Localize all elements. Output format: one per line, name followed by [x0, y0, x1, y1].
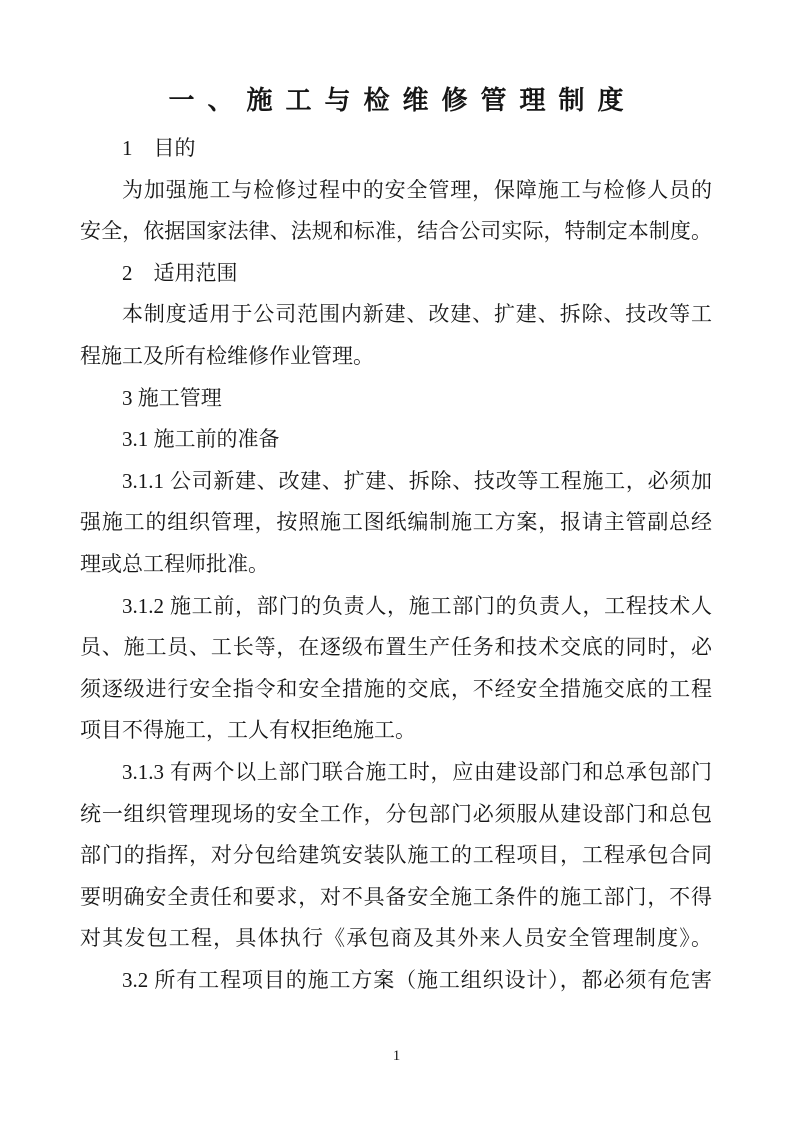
section-heading-management: 3 施工管理 — [122, 385, 222, 410]
page-number: 1 — [392, 1048, 401, 1064]
clause-3-1-3-line: 3.1.3 有两个以上部门联合施工时，应由建设部门和总承包部门 — [122, 759, 712, 784]
clause-3-1-1-line: 强施工的组织管理，按照施工图纸编制施工方案，报请主管副总经 — [80, 510, 712, 535]
clause-3-1-3-line: 统一组织管理现场的安全工作，分包部门必须服从建设部门和总包 — [80, 801, 712, 826]
clause-3-1-1-line: 3.1.1 公司新建、改建、扩建、拆除、技改等工程施工，必须加 — [122, 468, 712, 493]
paragraph-line: 本制度适用于公司范围内新建、改建、扩建、拆除、技改等工 — [122, 302, 712, 327]
clause-3-1-3-line: 部门的指挥，对分包给建筑安装队施工的工程项目，工程承包合同 — [80, 843, 712, 868]
paragraph-line: 程施工及所有检维修作业管理。 — [80, 343, 374, 368]
document-title: 一、施工与检维修管理制度 — [168, 86, 637, 115]
clause-3-1-2-line: 3.1.2 施工前，部门的负责人，施工部门的负责人，工程技术人 — [122, 593, 712, 618]
clause-3-1-2-line: 须逐级进行安全指令和安全措施的交底，不经安全措施交底的工程 — [80, 676, 712, 701]
document-body — [80, 128, 712, 1001]
clause-3-1-3-line: 要明确安全责任和要求，对不具备安全施工条件的施工部门，不得 — [80, 884, 712, 909]
clause-3-2-line: 3.2 所有工程项目的施工方案（施工组织设计），都必须有危害 — [122, 967, 712, 992]
paragraph-line: 为加强施工与检修过程中的安全管理，保障施工与检修人员的 — [122, 177, 712, 202]
section-heading-scope: 2 适用范围 — [122, 260, 238, 285]
clause-3-1-3-line: 对其发包工程，具体执行《承包商及其外来人员安全管理制度》。 — [80, 926, 712, 951]
subsection-heading-prep: 3.1 施工前的准备 — [122, 427, 280, 452]
clause-3-1-2-line: 项目不得施工，工人有权拒绝施工。 — [80, 718, 416, 743]
clause-3-1-1-line: 理或总工程师批准。 — [80, 551, 269, 576]
clause-3-1-2-line: 员、施工员、工长等，在逐级布置生产任务和技术交底的同时，必 — [80, 635, 712, 660]
paragraph-line: 安全，依据国家法律、法规和标准，结合公司实际，特制定本制度。 — [80, 219, 712, 244]
section-heading-purpose: 1 目的 — [122, 136, 196, 160]
